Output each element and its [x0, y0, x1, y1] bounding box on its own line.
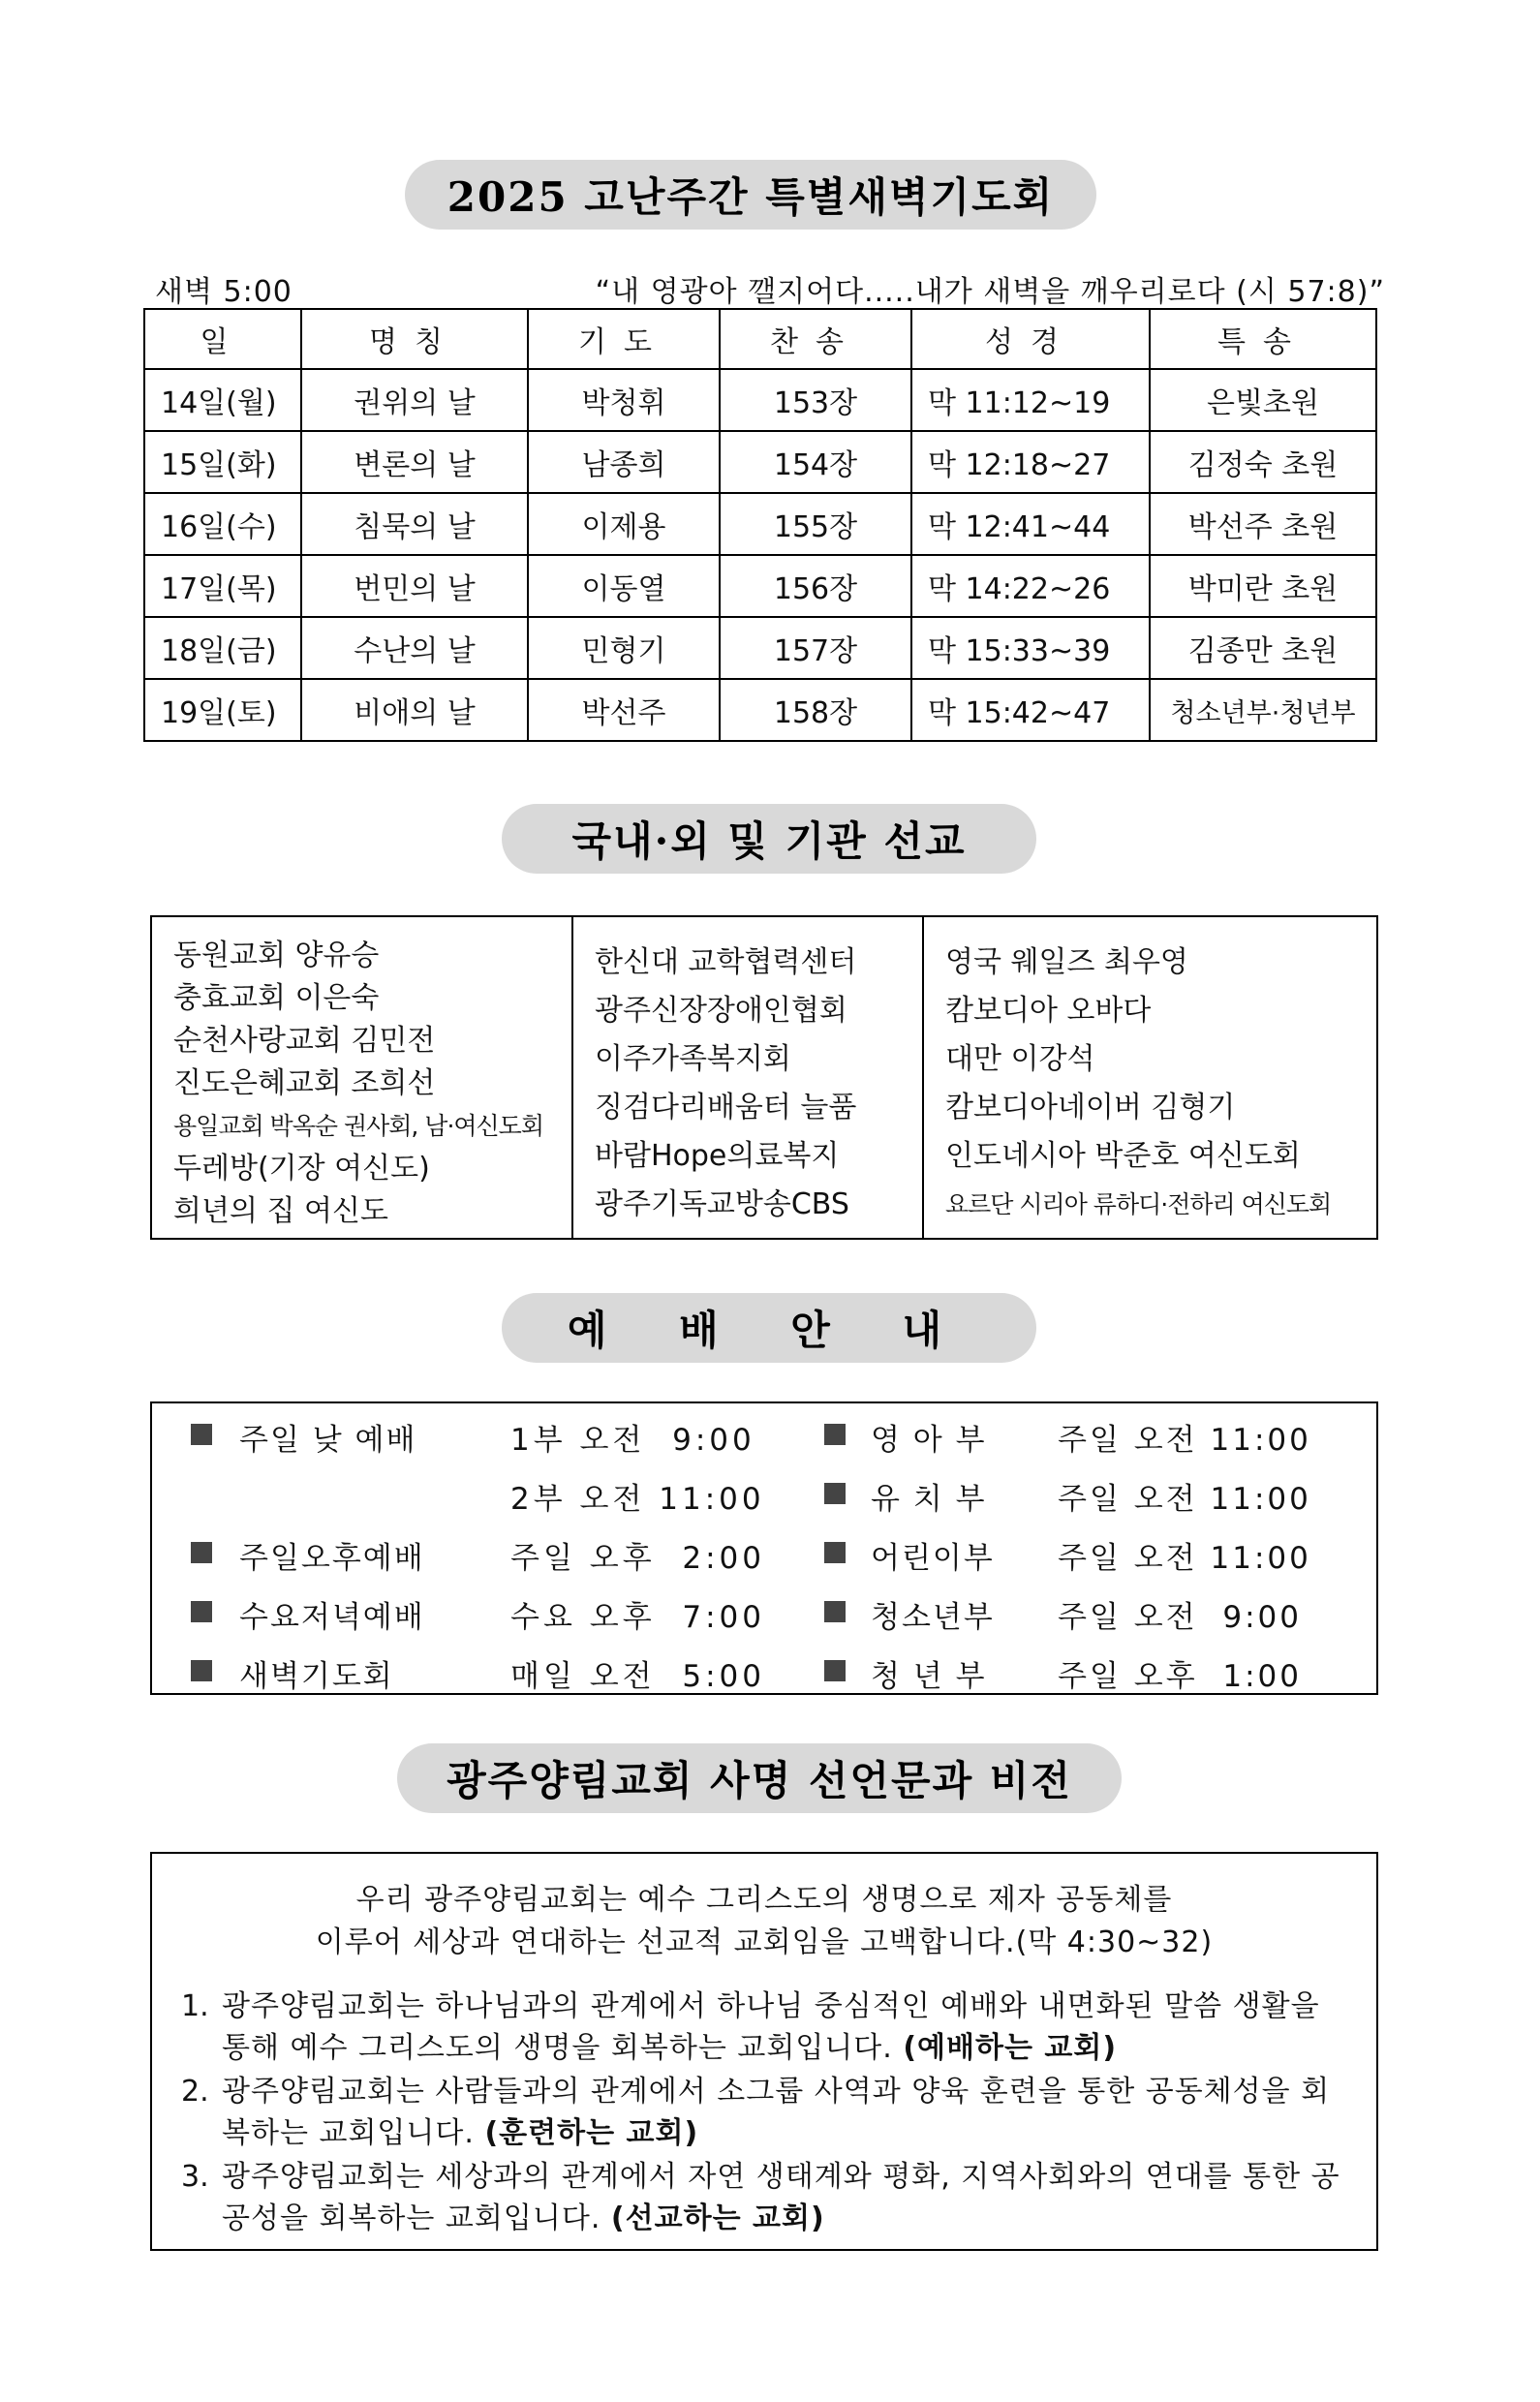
worship-row: [152, 1533, 1376, 1592]
cell-hymn: 157장: [720, 617, 911, 679]
cell-prayer: 이제용: [528, 493, 720, 555]
worship-right-name: 어린이부: [871, 1541, 995, 1576]
worship-row: [152, 1474, 1376, 1533]
item-tag: (훈련하는 교회): [484, 2116, 699, 2150]
cell-bible: 막 14:22~26: [911, 555, 1150, 617]
table-row: [144, 555, 1376, 617]
missions-box: [150, 915, 1378, 1240]
dawn-prayer-time: 새벽 5:00: [155, 275, 293, 309]
cell-bible: 막 12:18~27: [911, 431, 1150, 493]
worship-row: [152, 1651, 1376, 1710]
mission-item: 한신대 교학협력센터: [595, 945, 857, 979]
worship-right-name: 청 년 부: [871, 1659, 987, 1694]
worship-left-time: 2부 오전 11:00: [510, 1482, 765, 1517]
worship-row: [152, 1415, 1376, 1474]
worship-row: [152, 1592, 1376, 1651]
worship-left-time: 수요 오후 7:00: [510, 1600, 765, 1635]
cell-prayer: 이동열: [528, 555, 720, 617]
mission-statement-item: [181, 1986, 1357, 2069]
mission-item: 두레방(기장 여신도): [173, 1152, 430, 1186]
table-row: [144, 431, 1376, 493]
square-bullet-icon: [191, 1533, 212, 1568]
mission-item: 순천사랑교회 김민전: [173, 1024, 436, 1058]
cell-day: 15일(화): [144, 431, 301, 493]
worship-right-time: 주일 오전 11:00: [1058, 1482, 1311, 1517]
cell-day: 18일(금): [144, 617, 301, 679]
item-text: 광주양림교회는 사람들과의 관계에서 소그룹 사역과 양육 훈련을 통한 공동체성을 회복하는 교회입니다.: [222, 2075, 1331, 2150]
intro-line-2: 이루어 세상과 연대하는 선교적 교회임을 고백합니다.(막 4:30~32): [315, 1925, 1214, 1959]
cell-hymn: 153장: [720, 369, 911, 431]
worship-right-name: 영 아 부: [871, 1423, 987, 1458]
worship-right-name: 청소년부: [871, 1600, 995, 1635]
dawn-prayer-table: [143, 308, 1377, 742]
cell-name: 권위의 날: [301, 369, 528, 431]
mission-item: 대만 이강석: [945, 1042, 1095, 1076]
cell-name: 번민의 날: [301, 555, 528, 617]
square-bullet-icon: [824, 1533, 846, 1568]
table-row: [144, 679, 1376, 741]
cell-special: 박선주 초원: [1150, 493, 1376, 555]
mission-item: 영국 웨일즈 최우영: [945, 945, 1188, 979]
cell-special: 은빛초원: [1150, 369, 1376, 431]
missions-institutions: [573, 917, 924, 1238]
item-number: 2.: [181, 2075, 209, 2109]
intro-line-1: 우리 광주양림교회는 예수 그리스도의 생명으로 제자 공동체를: [355, 1883, 1173, 1917]
mission-item: 요르단 시리아 류하디·전하리 여신도회: [945, 1190, 1332, 1218]
worship-left-name: 새벽기도회: [239, 1659, 394, 1694]
item-number: 3.: [181, 2160, 209, 2194]
dawn-prayer-verse: “내 영광아 깰지어다.....내가 새벽을 깨우리로다 (시 57:8)”: [595, 275, 1385, 309]
item-text-wrap: [222, 1986, 1357, 2069]
table-row: [144, 369, 1376, 431]
cell-bible: 막 15:42~47: [911, 679, 1150, 741]
col-header-day: 일: [144, 309, 301, 369]
cell-special: 청소년부·청년부: [1150, 679, 1376, 741]
col-header-special: 특송: [1150, 309, 1376, 369]
mission-item: 인도네시아 박준호 여신도회: [945, 1139, 1301, 1173]
section-title-mission-statement: 광주양림교회 사명 선언문과 비전: [397, 1743, 1122, 1813]
cell-name: 침묵의 날: [301, 493, 528, 555]
worship-right-time: 주일 오전 11:00: [1058, 1423, 1311, 1458]
mission-item: 동원교회 양유승: [173, 939, 380, 972]
worship-left-name: 주일 낮 예배: [239, 1423, 417, 1458]
worship-left-time: 1부 오전 9:00: [510, 1423, 755, 1458]
col-header-prayer: 기도: [528, 309, 720, 369]
cell-bible: 막 15:33~39: [911, 617, 1150, 679]
mission-item: 용일교회 박옥순 권사회, 남·여신도회: [173, 1112, 543, 1140]
item-number: 1.: [181, 1989, 209, 2023]
square-bullet-icon: [824, 1651, 846, 1686]
cell-day: 17일(목): [144, 555, 301, 617]
section-title-missions: 국내·외 및 기관 선교: [502, 804, 1036, 874]
cell-name: 비애의 날: [301, 679, 528, 741]
col-header-bible: 성경: [911, 309, 1150, 369]
mission-statement-item: [181, 2071, 1357, 2154]
item-tag: (예배하는 교회): [903, 2031, 1118, 2065]
mission-statement-box: [150, 1852, 1378, 2251]
mission-item: 이주가족복지회: [595, 1042, 791, 1076]
square-bullet-icon: [824, 1474, 846, 1509]
square-bullet-icon: [191, 1415, 212, 1450]
mission-item: 징검다리배움터 늘품: [595, 1091, 857, 1124]
dawn-prayer-meta: [155, 267, 1385, 309]
cell-name: 수난의 날: [301, 617, 528, 679]
col-header-name: 명칭: [301, 309, 528, 369]
mission-item: 충효교회 이은숙: [173, 981, 380, 1015]
cell-prayer: 박청휘: [528, 369, 720, 431]
col-header-hymn: 찬송: [720, 309, 911, 369]
section-title-worship-guide: 예 배 안 내: [502, 1293, 1036, 1363]
worship-guide-box: [150, 1401, 1378, 1695]
square-bullet-icon: [191, 1592, 212, 1627]
cell-special: 김정숙 초원: [1150, 431, 1376, 493]
mission-statement-intro: [152, 1879, 1376, 1964]
mission-item: 광주신장장애인협회: [595, 994, 847, 1028]
cell-bible: 막 12:41~44: [911, 493, 1150, 555]
worship-left-name: 주일오후예배: [239, 1541, 425, 1576]
worship-right-time: 주일 오전 11:00: [1058, 1541, 1311, 1576]
mission-item: 진도은혜교회 조희선: [173, 1066, 436, 1100]
cell-name: 변론의 날: [301, 431, 528, 493]
worship-left-name: 수요저녁예배: [239, 1600, 425, 1635]
worship-left-time: 주일 오후 2:00: [510, 1541, 765, 1576]
mission-item: 캄보디아네이버 김형기: [945, 1091, 1236, 1124]
cell-hymn: 154장: [720, 431, 911, 493]
item-text-wrap: [222, 2156, 1357, 2239]
square-bullet-icon: [824, 1592, 846, 1627]
item-tag: (선교하는 교회): [610, 2202, 825, 2235]
item-text-wrap: [222, 2071, 1357, 2154]
mission-item: 광주기독교방송CBS: [595, 1187, 849, 1221]
item-text: 광주양림교회는 하나님과의 관계에서 하나님 중심적인 예배와 내면화된 말씀 생활을 통해 예수 그리스도의 생명을 회복하는 교회입니다.: [222, 1989, 1320, 2065]
square-bullet-icon: [191, 1651, 212, 1686]
mission-statement-item: [181, 2156, 1357, 2239]
cell-hymn: 155장: [720, 493, 911, 555]
table-header-row: [144, 309, 1376, 369]
cell-special: 박미란 초원: [1150, 555, 1376, 617]
mission-item: 희년의 집 여신도: [173, 1194, 388, 1228]
mission-statement-list: [181, 1986, 1357, 2241]
square-bullet-icon: [824, 1415, 846, 1450]
cell-hymn: 158장: [720, 679, 911, 741]
cell-day: 14일(월): [144, 369, 301, 431]
table-row: [144, 493, 1376, 555]
mission-item: 캄보디아 오바다: [945, 994, 1152, 1028]
missions-domestic-churches: [152, 917, 573, 1238]
table-row: [144, 617, 1376, 679]
cell-bible: 막 11:12~19: [911, 369, 1150, 431]
cell-prayer: 박선주: [528, 679, 720, 741]
cell-day: 16일(수): [144, 493, 301, 555]
worship-right-name: 유 치 부: [871, 1482, 987, 1517]
worship-right-time: 주일 오후 1:00: [1058, 1659, 1302, 1694]
cell-day: 19일(토): [144, 679, 301, 741]
item-text: 광주양림교회는 세상과의 관계에서 자연 생태계와 평화, 지역사회와의 연대를 통한 공공성을 회복하는 교회입니다.: [222, 2160, 1340, 2235]
cell-hymn: 156장: [720, 555, 911, 617]
worship-left-time: 매일 오전 5:00: [510, 1659, 765, 1694]
cell-prayer: 남종희: [528, 431, 720, 493]
cell-prayer: 민형기: [528, 617, 720, 679]
mission-item: 바람Hope의료복지: [595, 1139, 840, 1173]
cell-special: 김종만 초원: [1150, 617, 1376, 679]
section-title-dawn-prayer: 2025 고난주간 특별새벽기도회: [405, 160, 1096, 230]
worship-right-time: 주일 오전 9:00: [1058, 1600, 1302, 1635]
missions-overseas: [924, 917, 1376, 1238]
